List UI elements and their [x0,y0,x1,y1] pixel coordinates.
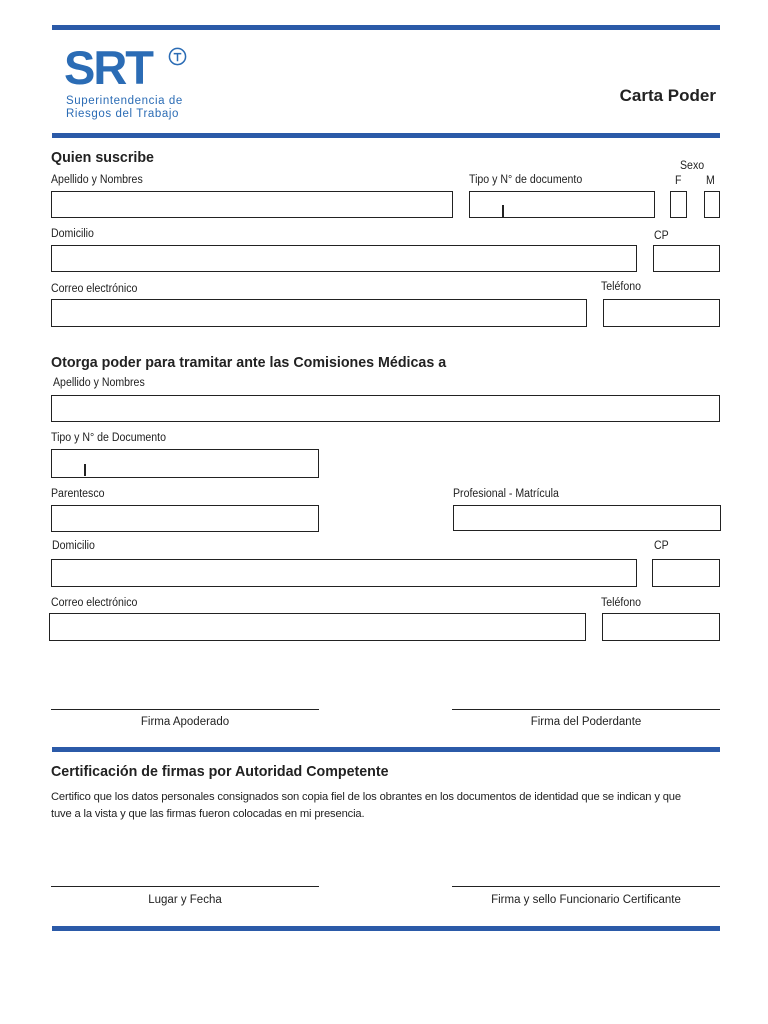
domicilio-field[interactable] [51,245,637,272]
apellido-label: Apellido y Nombres [51,174,143,186]
field-separator-mark [84,464,86,476]
correo-label: Correo electrónico [51,283,138,295]
top-divider [52,25,720,30]
firma-funcionario-line [452,886,720,887]
certification-text-line1: Certifico que los datos personales consignados son copia fiel de los obrantes en los documentos de identidad que se indican y que [51,791,681,803]
apoderado-apellido-label: Apellido y Nombres [53,377,145,389]
sexo-label: Sexo [680,160,705,172]
bottom-divider [52,926,720,931]
telefono-label: Teléfono [601,281,642,293]
parentesco-field[interactable] [51,505,319,532]
cp-label: CP [654,230,669,242]
apellido-field[interactable] [51,191,453,218]
tipo-doc-label: Tipo y N° de documento [469,174,583,186]
certification-divider [52,747,720,752]
parentesco-label: Parentesco [51,488,105,500]
apoderado-telefono-field[interactable] [602,613,720,641]
srt-logo-icon [168,47,187,66]
apoderado-domicilio-field[interactable] [51,559,637,587]
firma-poderdante-line [452,709,720,710]
srt-logo: SRT [64,41,152,94]
sexo-m-label: M [706,175,715,187]
firma-apoderado-line [51,709,319,710]
sexo-m-checkbox[interactable] [704,191,720,218]
document-title: Carta Poder [619,86,716,105]
firma-apoderado-label: Firma Apoderado [140,716,230,728]
lugar-fecha-line [51,886,319,887]
org-name-line1: Superintendencia de [66,95,183,107]
apoderado-correo-field[interactable] [49,613,586,641]
lugar-fecha-label: Lugar y Fecha [148,894,222,906]
telefono-field[interactable] [603,299,720,327]
apoderado-cp-label: CP [654,540,669,552]
apoderado-apellido-field[interactable] [51,395,720,422]
header-divider [52,133,720,138]
apoderado-telefono-label: Teléfono [601,597,642,609]
sexo-f-label: F [675,175,682,187]
certification-text-line2: tuve a la vista y que las firmas fueron colocadas en mi presencia. [51,808,365,820]
cp-field[interactable] [653,245,720,272]
apoderado-tipo-doc-label: Tipo y N° de Documento [51,432,166,444]
field-separator-mark [502,205,504,217]
section-heading-otorga: Otorga poder para tramitar ante las Comisiones Médicas a [51,354,447,371]
section-heading-suscribe: Quien suscribe [51,149,154,166]
profesional-label: Profesional - Matrícula [453,488,559,500]
firma-funcionario-label: Firma y sello Funcionario Certificante [491,894,681,906]
profesional-field[interactable] [453,505,721,531]
apoderado-cp-field[interactable] [652,559,720,587]
org-name-line2: Riesgos del Trabajo [66,108,180,120]
section-heading-certificacion: Certificación de firmas por Autoridad Competente [51,763,389,780]
apoderado-correo-label: Correo electrónico [51,597,138,609]
correo-field[interactable] [51,299,587,327]
sexo-f-checkbox[interactable] [670,191,687,218]
apoderado-tipo-doc-field[interactable] [51,449,319,478]
domicilio-label: Domicilio [51,228,94,240]
tipo-doc-field[interactable] [469,191,655,218]
firma-poderdante-label: Firma del Poderdante [530,716,642,728]
apoderado-domicilio-label: Domicilio [52,540,95,552]
